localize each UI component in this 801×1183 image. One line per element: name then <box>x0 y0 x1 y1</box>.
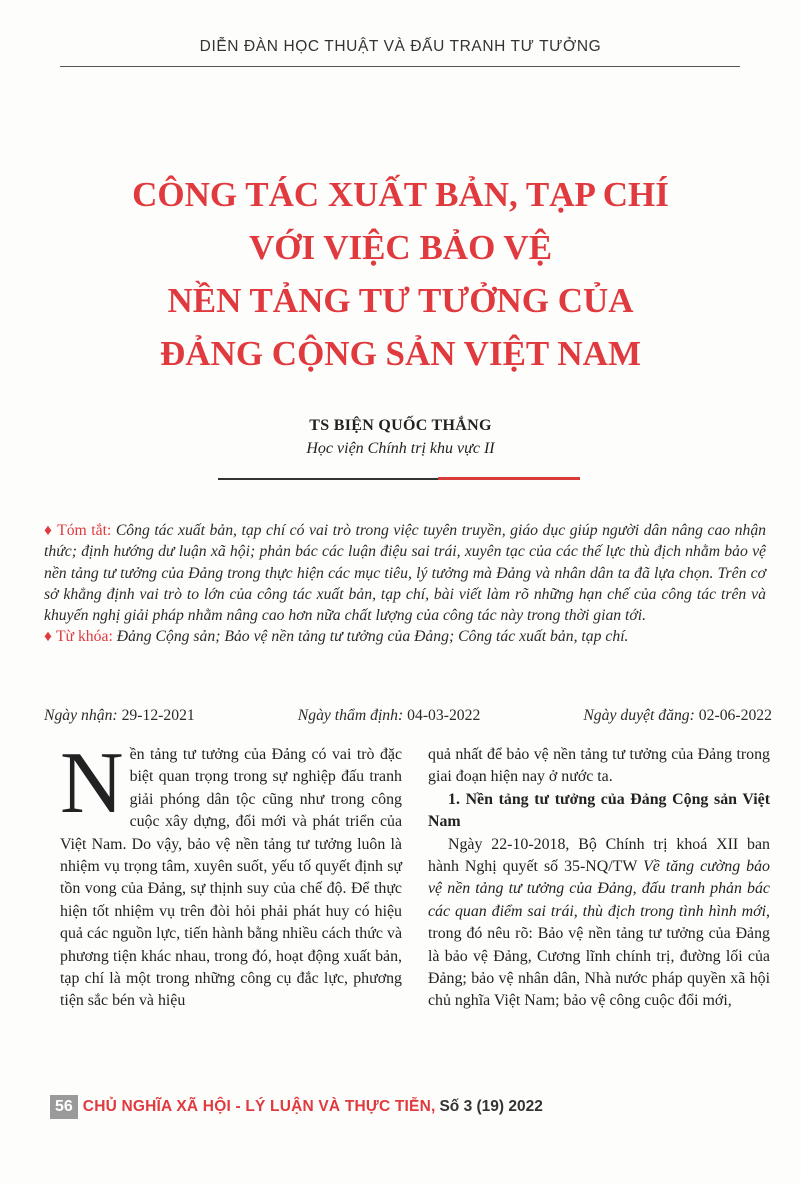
author-name: TS BIỆN QUỐC THẮNG <box>309 417 492 434</box>
received-date <box>44 707 195 725</box>
page-number: 56 <box>50 1095 78 1119</box>
title-line-3: NỀN TẢNG TƯ TƯỞNG CỦA <box>167 281 634 320</box>
body-paragraph <box>428 834 770 1013</box>
header-rule <box>60 66 740 67</box>
resolution-title: Về tăng cường bảo vệ nền tảng tư tưởng của Đảng, đấu tranh phản bác các quan điểm sai trái, thù địch trong tình hình mới <box>428 858 770 920</box>
para-start: Ngày 22-10-2018, Bộ Chính trị khoá XII ban hành Nghị quyết số 35-NQ/TW <box>428 835 770 876</box>
separator-red-segment <box>438 477 580 480</box>
approved-label: Ngày duyệt đăng: <box>583 707 695 724</box>
body-column-right <box>428 744 770 1013</box>
article-dates <box>44 707 772 725</box>
reviewed-date <box>298 707 481 725</box>
approved-date <box>583 707 772 725</box>
para-end: , trong đó nêu rõ: Bảo vệ nền tảng tư tưởng của Đảng là bảo vệ Đảng, Cương lĩnh chính trị, đường lối của Đảng; bảo vệ nhân dân, Nhà nước pháp quyền xã hội chủ nghĩa Việt Nam; bảo vệ công cuộc đổi mới, <box>428 902 770 1010</box>
diamond-icon: ♦ <box>44 628 53 646</box>
title-line-2: VỚI VIỆC BẢO VỆ <box>248 228 553 267</box>
separator-dark-segment <box>218 478 438 480</box>
section-heading: 1. Nền tảng tư tưởng của Đảng Cộng sản Việt Nam <box>428 790 770 831</box>
received-value: 29-12-2021 <box>121 707 195 724</box>
diamond-icon: ♦ <box>44 522 53 539</box>
title-separator <box>218 477 580 480</box>
intro-paragraph <box>60 735 402 1013</box>
running-header: DIỄN ĐÀN HỌC THUẬT VÀ ĐẤU TRANH TƯ TƯỞNG <box>199 38 602 55</box>
received-label: Ngày nhận: <box>44 707 118 724</box>
reviewed-value: 04-03-2022 <box>407 707 481 724</box>
title-line-4: ĐẢNG CỘNG SẢN VIỆT NAM <box>160 334 641 373</box>
intro-text: ền tảng tư tưởng của Đảng có vai trò đặc biệt quan trọng trong sự nghiệp đấu tranh giải phóng dân tộc cũng như trong công cuộc xây dựng, đổi mới và phát triển của Việt Nam. Do vậy, bảo vệ nền tảng tư tưởng luôn là nhiệm vụ trọng tâm, xuyên suốt, yếu tố quyết định sự tồn vong của Đảng, sự thịnh suy của chế độ. Để thực hiện tốt nhiệm vụ trên đòi hỏi phải phát huy có hiệu quả các nguồn lực, tiến hành bằng nhiều cách thức và phương tiện khác nhau, trong đó, hoạt động xuất bản, tạp chí là một trong những công cụ đắc lực, phương tiện sắc bén và hiệu <box>60 746 402 1010</box>
abstract-block <box>44 520 766 648</box>
title-line-1: CÔNG TÁC XUẤT BẢN, TẠP CHÍ <box>132 175 669 214</box>
summary-label: Tóm tắt: <box>57 522 112 539</box>
intro-continuation: quả nhất để bảo vệ nền tảng tư tưởng của Đảng trong giai đoạn hiện nay ở nước ta. <box>428 746 770 786</box>
approved-value: 02-06-2022 <box>698 707 772 724</box>
author-affiliation: Học viện Chính trị khu vực II <box>306 440 495 457</box>
abstract-summary <box>44 520 766 626</box>
page-footer <box>50 1095 543 1119</box>
journal-name: CHỦ NGHĨA XÃ HỘI - LÝ LUẬN VÀ THỰC TIỄN, <box>82 1098 436 1115</box>
journal-issue: Số 3 (19) 2022 <box>439 1098 543 1115</box>
keywords-text: Đảng Cộng sản; Bảo vệ nền tảng tư tưởng của Đảng; Công tác xuất bản, tạp chí. <box>116 628 629 646</box>
keywords-label: Từ khóa: <box>55 628 113 646</box>
reviewed-label: Ngày thẩm định: <box>297 707 404 724</box>
article-title <box>40 168 761 380</box>
summary-text: Công tác xuất bản, tạp chí có vai trò trong việc tuyên truyền, giáo dục giúp người dân nâng cao nhận thức; định hướng dư luận xã hội; phản bác các luận điệu sai trái, xuyên tạc của các thế lực thù địch nhằm bảo vệ nền tảng tư tưởng của Đảng trong thực hiện các mục tiêu, lý tưởng mà Đảng và nhân dân ta đã lựa chọn. Trên cơ sở khẳng định vai trò to lớn của công tác xuất bản, tạp chí, bài viết làm rõ những hạn chế của công tác trên và khuyến nghị giải pháp nhằm nâng cao hơn nữa chất lượng của công tác này trong thời gian tới. <box>44 522 767 625</box>
body-column-left <box>60 735 402 1013</box>
drop-cap: N <box>60 735 124 832</box>
abstract-keywords <box>44 626 766 647</box>
